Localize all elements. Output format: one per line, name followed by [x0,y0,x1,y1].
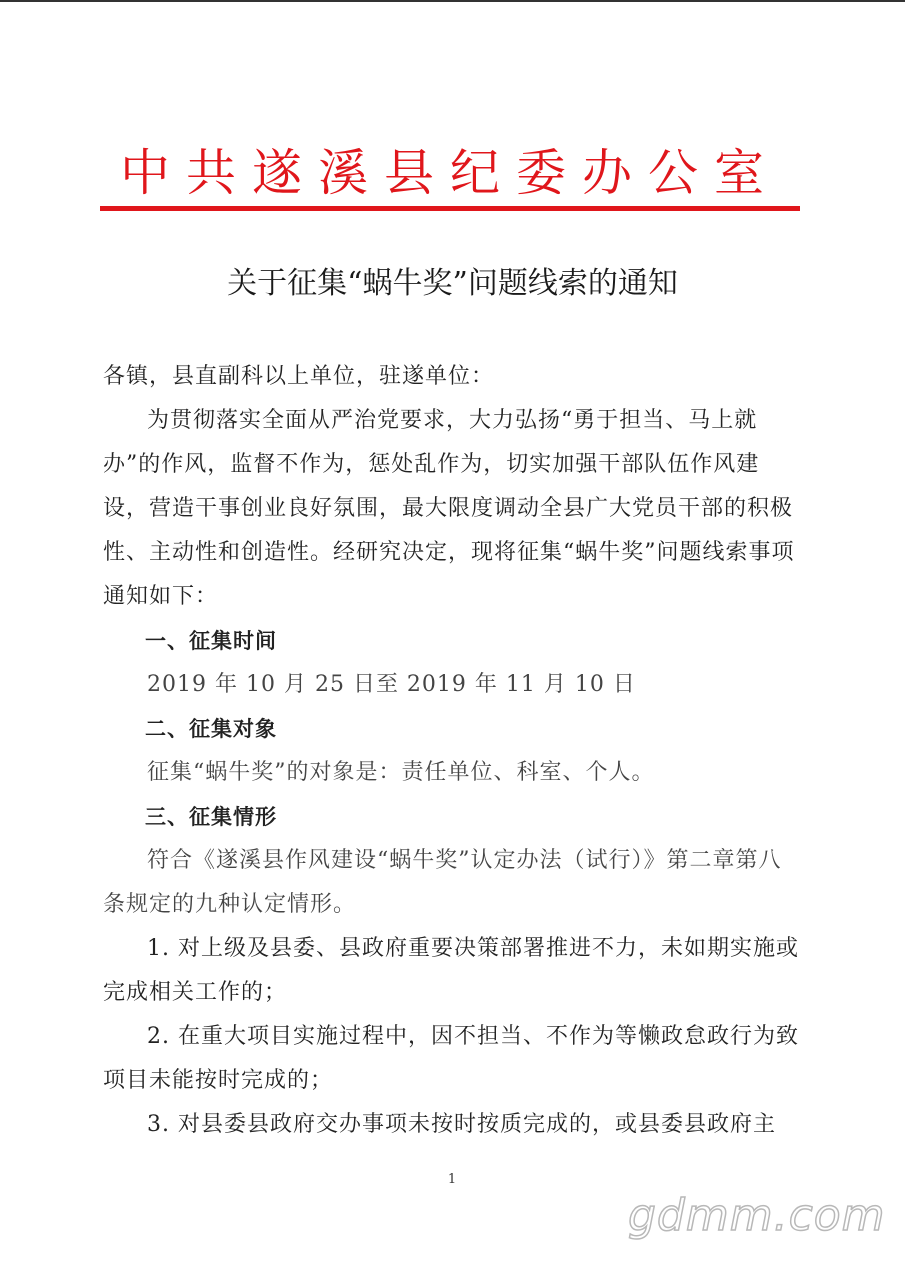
section-heading-situations: 三、征集情形 [145,805,277,829]
intro-paragraph: 为贯彻落实全面从严治党要求，大力弘扬“勇于担当、马上就办”的作风，监督不作为，惩处乱作为，切实加强干部队伍作风建设，营造干事创业良好氛围，最大限度调动全县广大党员干部的积极性、主动性和创造性。经研究决定，现将征集“蜗牛奖”问题线索事项通知如下： [103,408,795,609]
section-situations-text: 符合《遂溪县作风建设“蜗牛奖”认定办法（试行）》第二章第八条规定的九种认定情形。 [103,848,782,917]
page-top-border [0,0,905,2]
document-title: 关于征集“蜗牛奖”问题线索的通知 [227,266,678,301]
list-item: 1. 对上级及县委、县政府重要决策部署推进不力，未如期实施或完成相关工作的； [103,936,799,1005]
page-number: 1 [447,1172,457,1187]
site-watermark: gdmm.com [628,1190,886,1241]
red-header-rule [100,206,800,211]
section-time-text: 2019 年 10 月 25 日至 2019 年 11 月 10 日 [147,672,636,697]
salutation: 各镇，县直副科以上单位，驻遂单位： [103,364,495,389]
list-item: 3. 对县委县政府交办事项未按时按质完成的，或县委县政府主 [147,1112,776,1137]
section-heading-time: 一、征集时间 [145,629,277,653]
list-item: 2. 在重大项目实施过程中，因不担当、不作为等懒政怠政行为致项目未能按时完成的； [103,1024,799,1093]
section-target-text: 征集“蜗牛奖”的对象是：责任单位、科室、个人。 [147,760,655,785]
org-header: 中共遂溪县纪委办公室 [120,144,780,202]
document-body [103,355,803,1147]
section-heading-target: 二、征集对象 [145,717,277,741]
